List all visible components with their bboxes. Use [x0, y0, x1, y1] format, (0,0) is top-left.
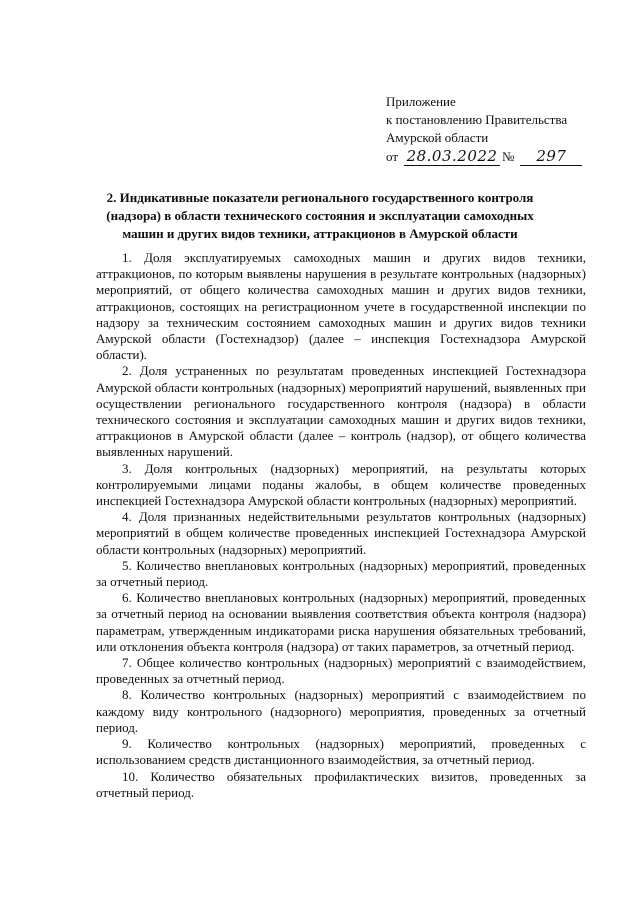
indicator-paragraph: 1. Доля эксплуатируемых самоходных машин и других видов техники, аттракционов, по которым выявлены нарушения в результате контрольных (надзорных) мероприятий, от общего количества самоходных машин и других видов техники, аттракционов, состоящих на регистрационном учете в государственной инспекции по надзору за техническим состоянием самоходных машин и других видов техники Амурской области (Гостехнадзор) (далее – инспекция Гостехнадзора Амурской области). [96, 250, 586, 363]
appendix-block [386, 93, 616, 166]
handwritten-number: 297 [520, 147, 582, 166]
indicator-paragraph: 4. Доля признанных недействительными результатов контрольных (надзорных) мероприятий в общем количестве проведенных инспекцией Гостехнадзора Амурской области контрольных (надзорных) мероприятий. [96, 509, 586, 557]
appendix-date-number-line [386, 147, 616, 166]
section-heading: 2. Индикативные показатели регионального государственного контроля (надзора) в области технического состояния и эксплуатации самоходных машин и других видов техники, аттракционов в Амурской области [106, 190, 534, 241]
indicator-paragraph: 9. Количество контрольных (надзорных) мероприятий, проведенных с использованием средств дистанционного взаимодействия, за отчетный период. [96, 736, 586, 768]
indicator-paragraph: 10. Количество обязательных профилактических визитов, проведенных за отчетный период. [96, 768, 586, 800]
indicator-paragraph: 3. Доля контрольных (надзорных) мероприятий, на результаты которых контролируемыми лицами поданы жалобы, в общем количестве проведенных инспекцией Гостехнадзора Амурской области контрольных (надзорных) мероприятий. [96, 460, 586, 509]
appendix-region: Амурской области [386, 130, 489, 145]
appendix-resolution-ref: к постановлению Правительства [386, 112, 568, 127]
indicator-paragraph: 6. Количество внеплановых контрольных (надзорных) мероприятий, проведенных за отчетный период на основании выявления соответствия объекта контроля (надзора) параметрам, утвержденным индикаторами риска нарушения обязательных требований, или отклонения объекта контроля (надзора) от таких параметров, за отчетный период. [96, 590, 586, 654]
appendix-title: Приложение [386, 94, 456, 109]
handwritten-date: 28.03.2022 [404, 147, 500, 166]
indicator-paragraph: 7. Общее количество контрольных (надзорных) мероприятий с взаимодействием, проведенных за отчетный период. [96, 655, 586, 687]
indicator-paragraph: 8. Количество контрольных (надзорных) мероприятий с взаимодействием по каждому виду контрольного (надзорного) мероприятия, проведенных за отчетный период. [96, 687, 586, 735]
number-prefix: № [502, 149, 515, 164]
indicators-list [96, 250, 586, 801]
indicator-paragraph: 5. Количество внеплановых контрольных (надзорных) мероприятий, проведенных за отчетный период. [96, 557, 586, 590]
indicator-paragraph: 2. Доля устраненных по результатам проведенных инспекцией Гостехнадзора Амурской области контрольных (надзорных) мероприятий нарушений, выявленных при осуществлении регионального государственного контроля (надзора) в области технического состояния и эксплуатации самоходных машин и других видов техники, аттракционов в Амурской области (далее – контроль (надзор), от общего количества выявленных нарушений. [96, 363, 586, 460]
date-prefix: от [386, 149, 399, 164]
